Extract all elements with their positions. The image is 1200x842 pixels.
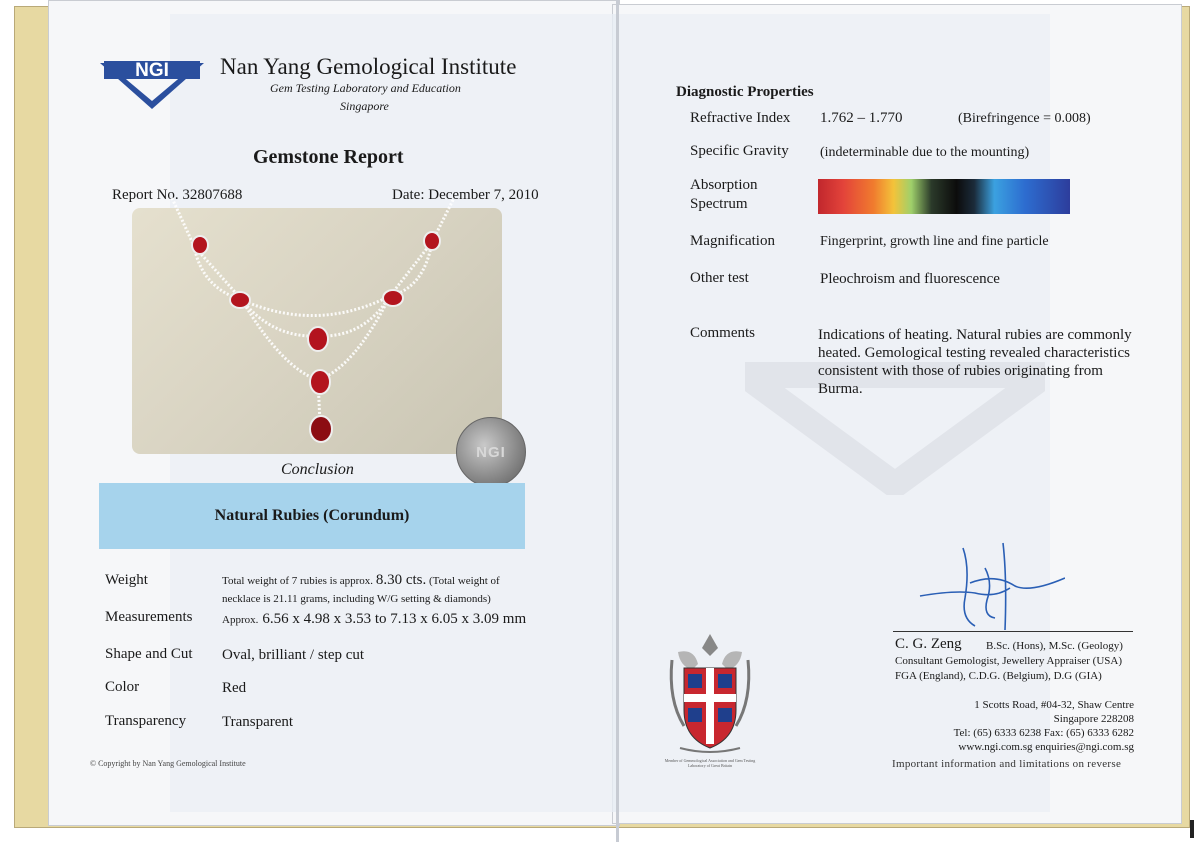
shape-value: Oval, brilliant / step cut	[222, 647, 365, 663]
weight-note: necklace is 21.11 grams, including W/G setting & diamonds)	[222, 593, 491, 605]
hologram-text: NGI	[476, 443, 506, 461]
fold-line	[616, 0, 619, 842]
measurements-value: 6.56 x 4.98 x 3.53 to 7.13 x 6.05 x 3.09 mm	[262, 611, 527, 627]
institute-name: Nan Yang Gemological Institute	[220, 54, 517, 79]
transparency-label: Transparency	[105, 713, 187, 729]
necklace-photo	[132, 208, 502, 454]
measurements-value-row	[222, 610, 526, 630]
weight-value	[222, 571, 500, 591]
signer-title-line1: Consultant Gemologist, Jewellery Appraiser (USA)	[895, 655, 1122, 667]
reverse-notice: Important information and limitations on reverse	[892, 758, 1122, 770]
transparency-value: Transparent	[222, 714, 294, 730]
specific-gravity-label: Specific Gravity	[690, 143, 789, 159]
address-line2: Singapore 228208	[1053, 713, 1134, 725]
signer-degrees: B.Sc. (Hons), M.Sc. (Geology)	[986, 640, 1123, 652]
address-line1: 1 Scotts Road, #04-32, Shaw Centre	[974, 699, 1134, 711]
ngi-hologram-seal	[456, 417, 526, 487]
signature-line	[893, 631, 1133, 632]
comments-value: Indications of heating. Natural rubies are commonly heated. Gemological testing revealed characteristics consistent with those of rubies originating from Burma.	[818, 327, 1132, 397]
institute-subtitle: Gem Testing Laboratory and Education	[270, 81, 461, 95]
weight-prefix: Total weight of 7 rubies is approx.	[222, 575, 374, 587]
measurements-label: Measurements	[105, 609, 193, 625]
other-test-value: Pleochroism and fluorescence	[820, 271, 1000, 287]
specific-gravity-value: (indeterminable due to the mounting)	[820, 145, 1030, 160]
copyright: © Copyright by Nan Yang Gemological Institute	[90, 759, 246, 768]
conclusion-value: Natural Rubies (Corundum)	[214, 507, 410, 524]
logo-text: NGI	[135, 60, 169, 81]
weight-label: Weight	[105, 572, 148, 588]
signer-name: C. G. Zeng	[895, 636, 962, 652]
color-label: Color	[105, 679, 140, 695]
measurements-prefix: Approx.	[222, 614, 259, 626]
institute-city: Singapore	[340, 99, 389, 113]
address-web-email: www.ngi.com.sg enquiries@ngi.com.sg	[958, 741, 1134, 753]
scan-corner-mark	[1190, 820, 1194, 838]
report-number: Report No. 32807688	[112, 187, 243, 203]
color-value: Red	[222, 680, 247, 696]
necklace-illustration	[132, 208, 502, 454]
absorption-label-line1: Absorption	[690, 177, 758, 193]
comments-label: Comments	[690, 325, 756, 341]
other-test-label: Other test	[690, 270, 749, 286]
refractive-index-label: Refractive Index	[690, 110, 791, 126]
conclusion-band	[99, 483, 525, 549]
crest-caption: Member of Gemmological Association and Gem Testing Laboratory of Great Britain	[664, 758, 756, 768]
signer-title-line2: FGA (England), C.D.G. (Belgium), D.G (GIA)	[895, 670, 1102, 682]
absorption-label-line2: Spectrum	[690, 196, 748, 212]
weight-amount: 8.30 cts.	[375, 572, 427, 588]
report-date: Date: December 7, 2010	[392, 187, 539, 203]
gem-a-crest	[664, 630, 756, 756]
refractive-index-value: 1.762 – 1.770	[820, 110, 903, 126]
report-title: Gemstone Report	[253, 146, 404, 168]
address-phone-fax: Tel: (65) 6333 6238 Fax: (65) 6333 6282	[953, 727, 1134, 739]
magnification-label: Magnification	[690, 233, 775, 249]
shape-label: Shape and Cut	[105, 646, 193, 662]
weight-suffix: (Total weight of	[428, 575, 500, 587]
signature	[915, 538, 1065, 633]
birefringence-note: (Birefringence = 0.008)	[958, 111, 1091, 126]
diagnostic-properties-title: Diagnostic Properties	[676, 84, 814, 100]
absorption-spectrum-image	[818, 179, 1070, 214]
ngi-logo	[100, 57, 204, 111]
conclusion-label: Conclusion	[281, 461, 354, 478]
magnification-value: Fingerprint, growth line and fine particle	[820, 234, 1049, 249]
